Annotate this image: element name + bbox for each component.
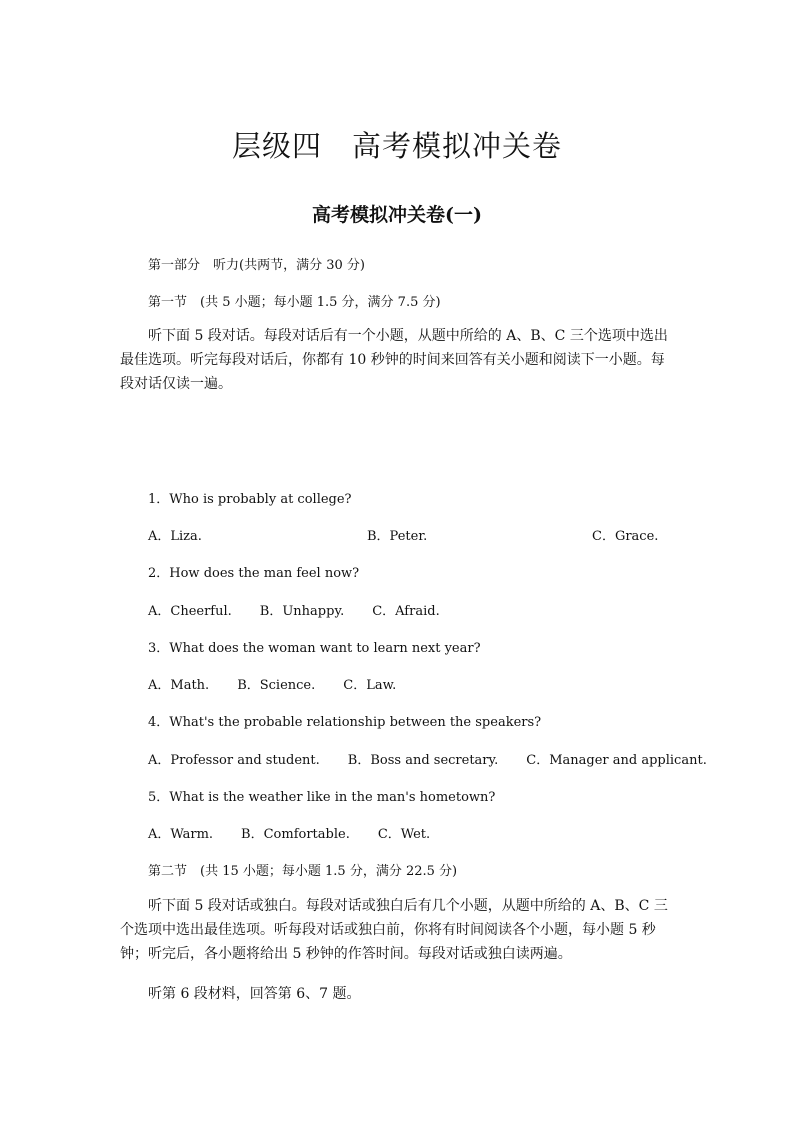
question-1-stem: 1．Who is probably at college? bbox=[148, 492, 352, 507]
material-note: 听第 6 段材料，回答第 6、7 题。 bbox=[148, 986, 361, 1002]
level-label: 层级四 bbox=[231, 129, 322, 163]
question-2-option-a: A．Cheerful. bbox=[148, 604, 232, 619]
question-4-stem: 4．What's the probable relationship between the speakers? bbox=[148, 715, 542, 730]
question-5-option-b: B．Comfortable. bbox=[241, 827, 350, 842]
question-2-option-c: C．Afraid. bbox=[372, 604, 440, 619]
question-5-option-c: C．Wet. bbox=[377, 827, 431, 842]
question-2-stem: 2．How does the man feel now? bbox=[148, 566, 360, 581]
section2-heading: 第二节 (共 15 小题；每小题 1.5 分，满分 22.5 分) bbox=[148, 864, 458, 879]
paper-subtitle: 高考模拟冲关卷(一) bbox=[312, 204, 482, 226]
page-title bbox=[0, 124, 794, 165]
question-3-option-b: B．Science. bbox=[237, 678, 316, 693]
title-text: 高考模拟冲关卷 bbox=[352, 129, 563, 163]
question-3-options bbox=[148, 674, 424, 693]
question-1-option-a: A．Liza. bbox=[148, 529, 202, 544]
question-4-options bbox=[148, 749, 735, 768]
question-2-options bbox=[148, 600, 468, 619]
part1-heading: 第一部分 听力(共两节，满分 30 分) bbox=[148, 258, 365, 273]
question-3-stem: 3．What does the woman want to learn next year? bbox=[148, 641, 481, 656]
question-1-option-c: C．Grace. bbox=[592, 529, 659, 544]
question-4-option-c: C．Manager and applicant. bbox=[526, 753, 707, 768]
question-5-options bbox=[148, 823, 458, 842]
section1-heading: 第一节 (共 5 小题；每小题 1.5 分，满分 7.5 分) bbox=[148, 295, 441, 310]
question-5-stem: 5．What is the weather like in the man's hometown? bbox=[148, 790, 496, 805]
question-4-option-b: B．Boss and secretary. bbox=[347, 753, 499, 768]
question-4-option-a: A．Professor and student. bbox=[148, 753, 320, 768]
question-2-option-b: B．Unhappy. bbox=[259, 604, 345, 619]
question-5-option-a: A．Warm. bbox=[148, 827, 214, 842]
question-3-option-c: C．Law. bbox=[343, 678, 397, 693]
question-3-option-a: A．Math. bbox=[148, 678, 210, 693]
section1-instructions: 听下面 5 段对话。每段对话后有一个小题，从题中所给的 A、B、C 三个选项中选出最佳选项。听完每段对话后，你都有 10 秒钟的时间来回答有关小题和阅读下一小题。每段对话仅读一遍。 bbox=[120, 328, 668, 392]
question-1-option-b: B．Peter. bbox=[367, 529, 428, 544]
section2-instructions: 听下面 5 段对话或独白。每段对话或独白后有几个小题，从题中所给的 A、B、C 三个选项中选出最佳选项。听每段对话或独白前，你将有时间阅读各个小题，每小题 5 秒钟；听完后，各小题将给出 5 秒钟的作答时间。每段对话或独白读两遍。 bbox=[120, 898, 668, 962]
